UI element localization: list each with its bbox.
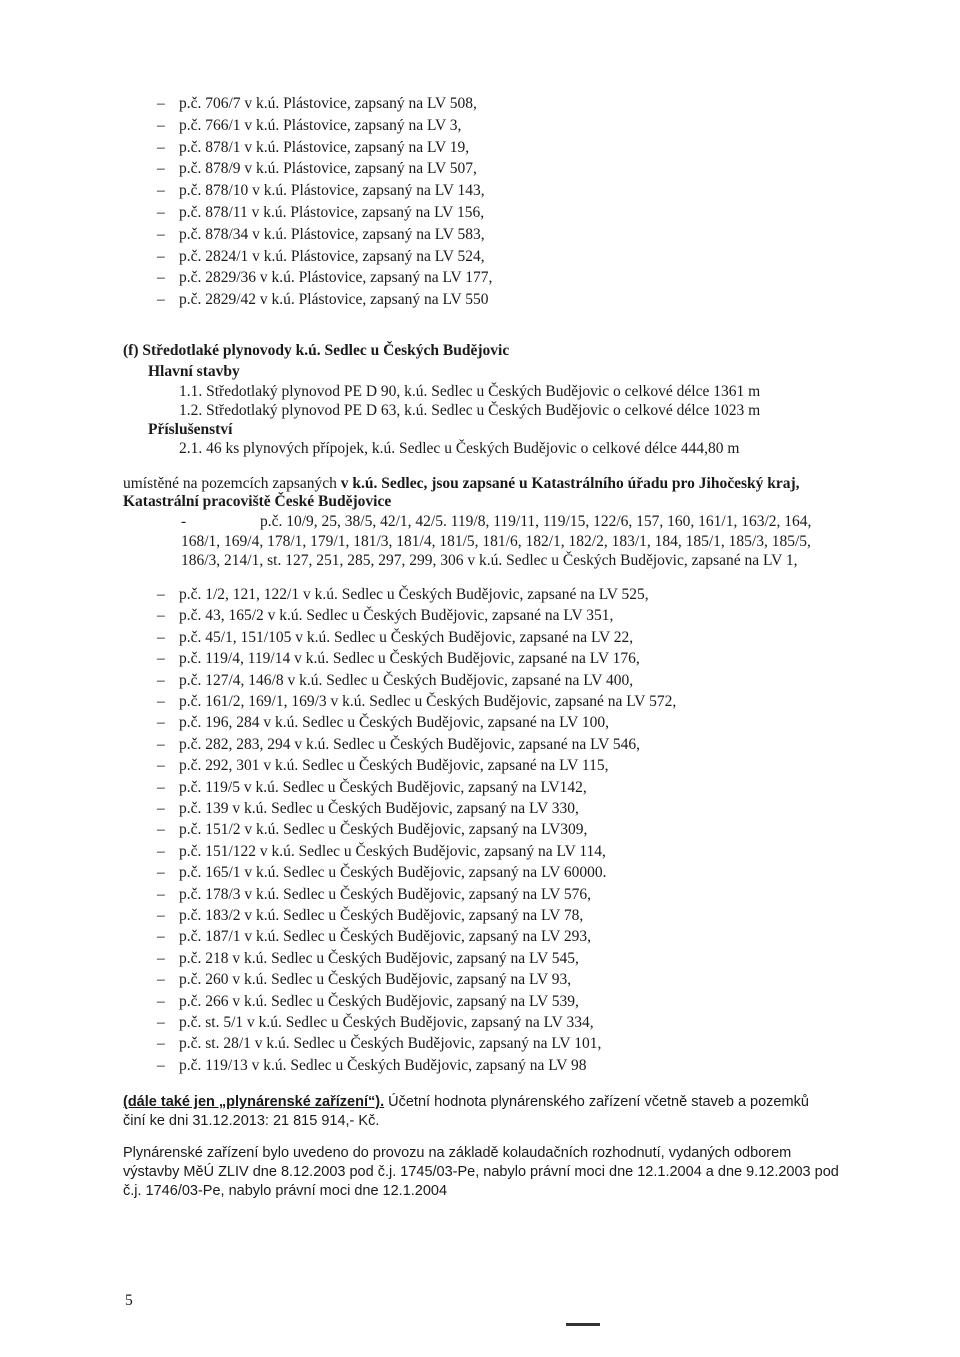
list-item: p.č. 119/13 v k.ú. Sedlec u Českých Budějovic, zapsaný na LV 98	[179, 1056, 587, 1074]
main-structures-label: Hlavní stavby	[148, 363, 240, 380]
list-item: p.č. 878/10 v k.ú. Plástovice, zapsaný na LV 143,	[179, 182, 485, 200]
list-dash: –	[157, 693, 165, 710]
item-1-1: 1.1. Středotlaký plynovod PE D 90, k.ú. Sedlec u Českých Budějovic o celkové délce 1361 m	[179, 383, 761, 400]
list-item: p.č. 706/7 v k.ú. Plástovice, zapsaný na LV 508,	[179, 95, 477, 112]
operation-line-2: výstavby MěÚ ZLIV dne 8.12.2003 pod č.j. 1745/03-Pe, nabylo právní moci dne 12.1.2004 a dne 9.12.2003 pod	[123, 1164, 839, 1180]
list-dash: –	[157, 225, 165, 243]
list-item: p.č. st. 28/1 v k.ú. Sedlec u Českých Budějovic, zapsaný na LV 101,	[179, 1035, 602, 1053]
list-item: p.č. 282, 283, 294 v k.ú. Sedlec u Českých Budějovic, zapsané na LV 546,	[179, 735, 641, 753]
list-dash: –	[157, 586, 165, 603]
list-dash: –	[157, 650, 165, 668]
operation-line-3: č.j. 1746/03-Pe, nabylo právní moci dne 12.1.2004	[123, 1183, 448, 1199]
item-1-2: 1.2. Středotlaký plynovod PE D 63, k.ú. Sedlec u Českých Budějovic o celkové délce 1023 m	[179, 402, 761, 419]
list-dash: –	[157, 671, 165, 689]
list-dash: –	[157, 778, 165, 796]
list-dash: –	[157, 800, 165, 817]
list-item: p.č. 45/1, 151/105 v k.ú. Sedlec u Českých Budějovic, zapsané na LV 22,	[179, 628, 634, 646]
list-item: p.č. 127/4, 146/8 v k.ú. Sedlec u Českých Budějovic, zapsané na LV 400,	[179, 671, 634, 689]
list-dash: –	[157, 949, 165, 967]
list-item: p.č. 183/2 v k.ú. Sedlec u Českých Budějovic, zapsaný na LV 78,	[179, 907, 584, 924]
list-item: p.č. 260 v k.ú. Sedlec u Českých Budějovic, zapsaný na LV 93,	[179, 971, 572, 989]
list-item: p.č. 878/34 v k.ú. Plástovice, zapsaný na LV 583,	[179, 225, 485, 243]
list-item: p.č. 151/2 v k.ú. Sedlec u Českých Budějovic, zapsaný na LV309,	[179, 821, 588, 839]
list-dash: –	[157, 1035, 165, 1053]
parcels-line-1: p.č. 10/9, 25, 38/5, 42/1, 42/5. 119/8, 119/11, 119/15, 122/6, 157, 160, 161/1, 163/2, 164,	[260, 513, 812, 530]
list-dash: –	[157, 116, 165, 134]
list-item: p.č. 119/4, 119/14 v k.ú. Sedlec u Českých Budějovic, zapsané na LV 176,	[179, 650, 640, 668]
list-item: p.č. 2829/36 v k.ú. Plástovice, zapsaný na LV 177,	[179, 269, 493, 287]
placement-bold-2: Katastrální pracoviště České Budějovice	[123, 493, 392, 510]
list-dash: –	[157, 138, 165, 156]
list-dash: –	[157, 204, 165, 221]
list-item: p.č. 178/3 v k.ú. Sedlec u Českých Budějovic, zapsaný na LV 576,	[179, 885, 591, 903]
list-item: p.č. 1/2, 121, 122/1 v k.ú. Sedlec u Českých Budějovic, zapsané na LV 525,	[179, 586, 649, 603]
list-dash: –	[157, 291, 165, 309]
list-dash: –	[157, 971, 165, 989]
list-item: p.č. 266 v k.ú. Sedlec u Českých Budějovic, zapsaný na LV 539,	[179, 992, 579, 1010]
list-dash: –	[157, 1014, 165, 1031]
list-item: p.č. 196, 284 v k.ú. Sedlec u Českých Budějovic, zapsané na LV 100,	[179, 714, 610, 732]
list-item: p.č. 187/1 v k.ú. Sedlec u Českých Budějovic, zapsaný na LV 293,	[179, 928, 591, 946]
list-dash: –	[157, 757, 165, 775]
list-dash: –	[157, 628, 165, 646]
list-item: p.č. 878/9 v k.ú. Plástovice, zapsaný na LV 507,	[179, 160, 477, 178]
list-item: p.č. 165/1 v k.ú. Sedlec u Českých Budějovic, zapsaný na LV 60000.	[179, 864, 607, 882]
list-item: p.č. 2824/1 v k.ú. Plástovice, zapsaný na LV 524,	[179, 247, 485, 265]
list-dash: –	[157, 182, 165, 200]
list-item: p.č. 161/2, 169/1, 169/3 v k.ú. Sedlec u Českých Budějovic, zapsané na LV 572,	[179, 693, 677, 710]
item-2-1: 2.1. 46 ks plynových přípojek, k.ú. Sedlec u Českých Budějovic o celkové délce 444,80 m	[179, 440, 740, 457]
list-item: p.č. 878/11 v k.ú. Plástovice, zapsaný na LV 156,	[179, 204, 485, 221]
summary-underlined: (dále také jen „plynárenské zařízení“).	[123, 1094, 385, 1110]
parcels-line-2: 168/1, 169/4, 178/1, 179/1, 181/3, 181/4, 181/5, 181/6, 182/1, 182/2, 183/1, 184, 185/1, 185/3, 185/5,	[181, 533, 811, 550]
list-dash: –	[157, 928, 165, 946]
list-dash: –	[157, 735, 165, 753]
list-dash: –	[157, 907, 165, 924]
list-item: p.č. 292, 301 v k.ú. Sedlec u Českých Budějovic, zapsané na LV 115,	[179, 757, 609, 775]
page-number: 5	[125, 1292, 133, 1309]
list-item: p.č. 43, 165/2 v k.ú. Sedlec u Českých Budějovic, zapsané na LV 351,	[179, 607, 614, 625]
list-item: p.č. st. 5/1 v k.ú. Sedlec u Českých Budějovic, zapsaný na LV 334,	[179, 1014, 594, 1031]
operation-line-1: Plynárenské zařízení bylo uvedeno do provozu na základě kolaudačních rozhodnutí, vydaných odborem	[123, 1145, 792, 1161]
placement-bold-1: v k.ú. Sedlec, jsou zapsané u Katastrálního úřadu pro Jihočeský kraj,	[340, 475, 800, 492]
placement-bullet: -	[181, 513, 187, 530]
list-dash: –	[157, 269, 165, 287]
list-dash: –	[157, 160, 165, 178]
footer-stamp-mark	[566, 1323, 600, 1326]
list-item: p.č. 878/1 v k.ú. Plástovice, zapsaný na LV 19,	[179, 138, 470, 156]
list-item: p.č. 218 v k.ú. Sedlec u Českých Budějovic, zapsaný na LV 545,	[179, 949, 579, 967]
list-dash: –	[157, 842, 165, 860]
list-item: p.č. 151/122 v k.ú. Sedlec u Českých Budějovic, zapsaný na LV 114,	[179, 842, 606, 860]
list-dash: –	[157, 95, 165, 112]
list-item: p.č. 2829/42 v k.ú. Plástovice, zapsaný na LV 550	[179, 291, 489, 309]
list-dash: –	[157, 607, 165, 625]
summary-line-2: činí ke dni 31.12.2013: 21 815 914,- Kč.	[123, 1113, 380, 1129]
placement-prefix: umístěné na pozemcích zapsaných	[123, 475, 341, 492]
parcels-line-3: 186/3, 214/1, st. 127, 251, 285, 297, 299, 306 v k.ú. Sedlec u Českých Budějovic, zapsané na LV 1,	[181, 552, 798, 569]
accessories-label: Příslušenství	[148, 421, 233, 438]
list-dash: –	[157, 247, 165, 265]
list-item: p.č. 139 v k.ú. Sedlec u Českých Budějovic, zapsaný na LV 330,	[179, 800, 579, 817]
summary-value-text: Účetní hodnota plynárenského zařízení včetně staveb a pozemků	[384, 1094, 809, 1110]
section-f-heading: (f) Středotlaké plynovody k.ú. Sedlec u Českých Budějovic	[123, 342, 510, 359]
list-dash: –	[157, 1056, 165, 1074]
list-dash: –	[157, 885, 165, 903]
list-dash: –	[157, 992, 165, 1010]
list-dash: –	[157, 821, 165, 839]
summary-line-1	[123, 1092, 809, 1112]
list-dash: –	[157, 864, 165, 882]
list-item: p.č. 119/5 v k.ú. Sedlec u Českých Budějovic, zapsaný na LV142,	[179, 778, 587, 796]
list-item: p.č. 766/1 v k.ú. Plástovice, zapsaný na LV 3,	[179, 116, 462, 134]
list-dash: –	[157, 714, 165, 732]
placement-line-1	[123, 474, 800, 494]
